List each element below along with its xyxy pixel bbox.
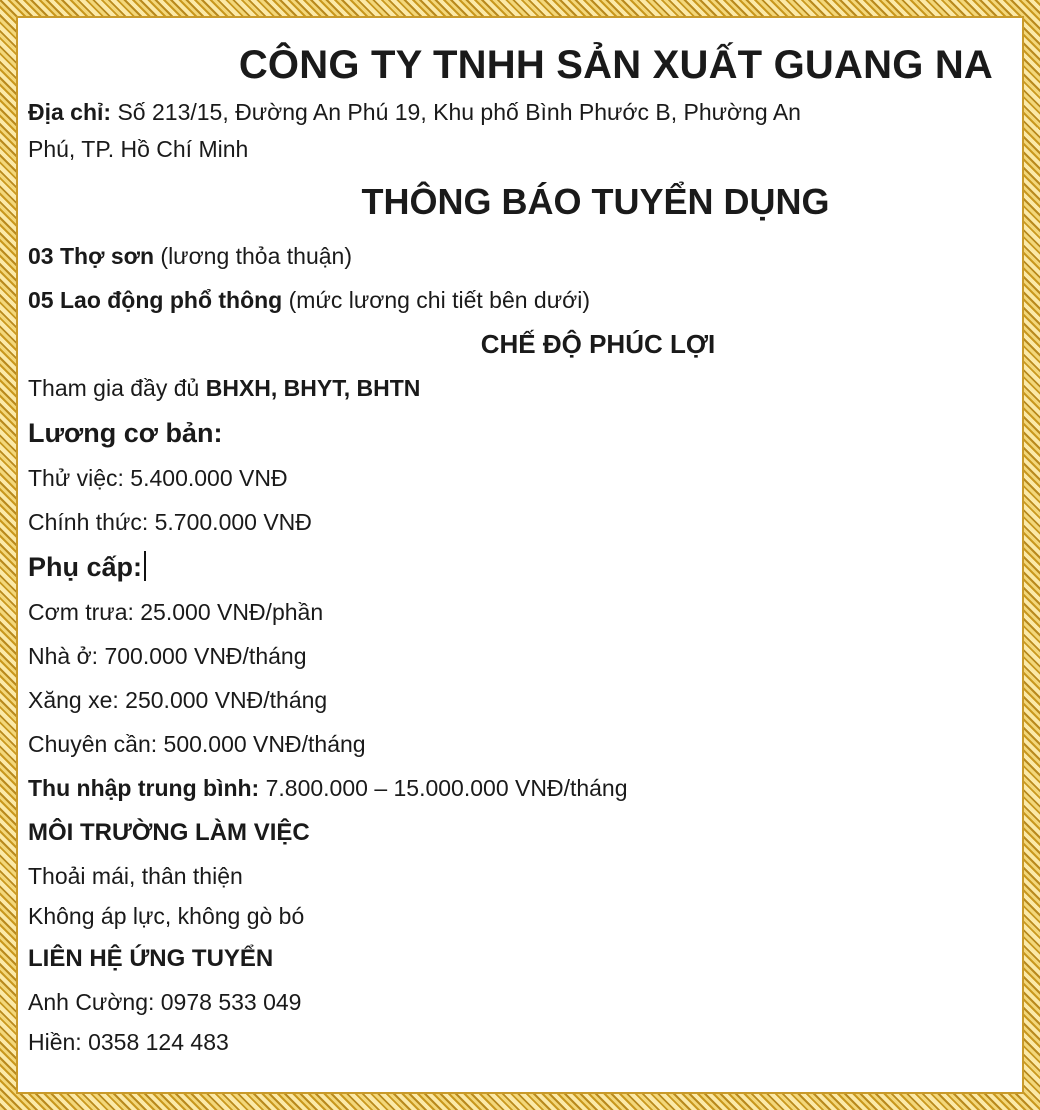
contact-item: Hiền: 0358 124 483 [28,1029,229,1055]
document-body [28,38,1003,1062]
position-note: (mức lương chi tiết bên dưới) [282,287,590,313]
company-name: CÔNG TY TNHH SẢN XUẤT GUANG NA [238,43,993,87]
environment-item: Thoải mái, thân thiện [28,863,243,889]
address-value: Số 213/15, Đường An Phú 19, Khu phố Bình Phước B, Phường An [111,99,801,125]
address [28,94,1003,131]
allowance-heading [28,544,1003,590]
position-title: 03 Thợ sơn [28,243,155,269]
salary-item: Thử việc: 5.400.000 VNĐ [28,465,288,491]
environment-item: Không áp lực, không gò bó [28,903,305,929]
benefits-title: CHẾ ĐỘ PHÚC LỢI [480,329,716,359]
salary-item: Chính thức: 5.700.000 VNĐ [28,509,312,535]
position-title: 05 Lao động phổ thông [28,287,283,313]
contact-heading: LIÊN HỆ ỨNG TUYỂN [28,945,274,972]
position-note: (lương thỏa thuận) [154,243,352,269]
base-salary-heading: Lương cơ bản: [28,418,223,448]
average-income-label: Thu nhập trung bình: [28,775,260,801]
address-label: Địa chỉ: [28,99,112,125]
average-income [28,766,1003,810]
allowance-item: Nhà ở: 700.000 VNĐ/tháng [28,643,307,669]
allowance-item: Xăng xe: 250.000 VNĐ/tháng [28,687,328,713]
position-item [28,278,1003,322]
insurance-line [28,366,1003,410]
address-line-2: Phú, TP. Hồ Chí Minh [28,136,249,162]
notice-title: THÔNG BÁO TUYỂN DỤNG [361,181,830,222]
allowance-item: Chuyên cần: 500.000 VNĐ/tháng [28,731,366,757]
average-income-value: 7.800.000 – 15.000.000 VNĐ/tháng [259,775,628,801]
allowance-item: Cơm trưa: 25.000 VNĐ/phần [28,599,324,625]
text-cursor [144,551,146,581]
insurance-value: BHXH, BHYT, BHTN [205,375,421,401]
position-item [28,234,1003,278]
environment-heading: MÔI TRƯỜNG LÀM VIỆC [28,819,310,846]
insurance-prefix: Tham gia đầy đủ [28,375,206,401]
contact-item: Anh Cường: 0978 533 049 [28,989,302,1015]
allowance-heading-text: Phụ cấp: [28,552,143,582]
